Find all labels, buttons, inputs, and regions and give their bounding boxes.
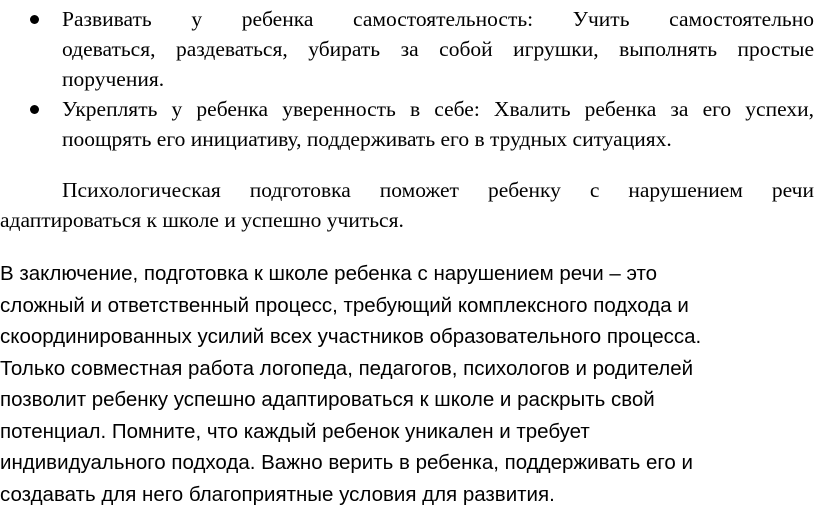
paragraph-line: создавать для него благоприятные условия для развития. [0, 482, 555, 506]
bullet-item-confidence [0, 94, 816, 154]
paragraph-conclusion [0, 258, 814, 510]
bullet-line: одеваться, раздеваться, убирать за собой игрушки, выполнять простые [62, 37, 814, 61]
paragraph-line: В заключение, подготовка к школе ребенка с нарушением речи – это [0, 262, 658, 285]
bullet-line: Развивать у ребенка самостоятельность: Учить самостоятельно [62, 7, 814, 31]
bullet-line: Укреплять у ребенка уверенность в себе: Хвалить ребенка за его успехи, [62, 97, 814, 121]
paragraph-line: Только совместная работа логопеда, педагогов, психологов и родителей [0, 356, 694, 380]
paragraph-line: адаптироваться к школе и успешно учиться. [0, 208, 404, 232]
bullet-dot-icon [30, 15, 39, 24]
paragraph-line: скоординированных усилий всех участников образовательного процесса. [0, 325, 702, 348]
paragraph-line: потенциал. Помните, что каждый ребенок уникален и требует [0, 419, 590, 443]
bullet-list [0, 4, 816, 154]
bullet-item-independence [0, 4, 816, 94]
paragraph-psychological-preparation [0, 175, 814, 235]
paragraph-line: позволит ребенку успешно адаптироваться к школе и раскрыть свой [0, 388, 655, 411]
bullet-dot-icon [30, 105, 39, 114]
paragraph-line: индивидуального подхода. Важно верить в ребенка, поддерживать его и [0, 451, 693, 474]
paragraph-line: Психологическая подготовка поможет ребенку с нарушением речи [62, 178, 814, 202]
bullet-line: поощрять его инициативу, поддерживать его в трудных ситуациях. [62, 127, 672, 151]
bullet-line: поручения. [62, 67, 165, 91]
paragraph-line: сложный и ответственный процесс, требующий комплексного подхода и [0, 293, 689, 317]
